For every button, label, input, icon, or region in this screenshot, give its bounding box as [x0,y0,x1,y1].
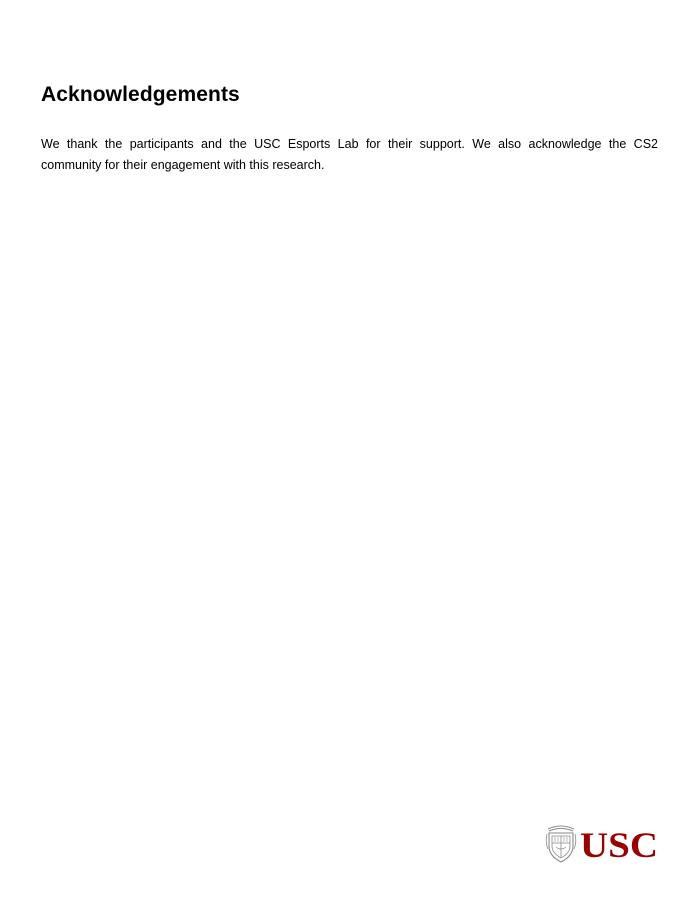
usc-logo [545,822,660,864]
section-heading: Acknowledgements [41,83,240,106]
acknowledgements-paragraph: We thank the participants and the USC Esports Lab for their support. We also acknowledge the CS2 community for their engagement with this research. [41,137,658,172]
usc-wordmark: USC [580,825,658,864]
usc-seal-shield-icon [546,826,576,862]
